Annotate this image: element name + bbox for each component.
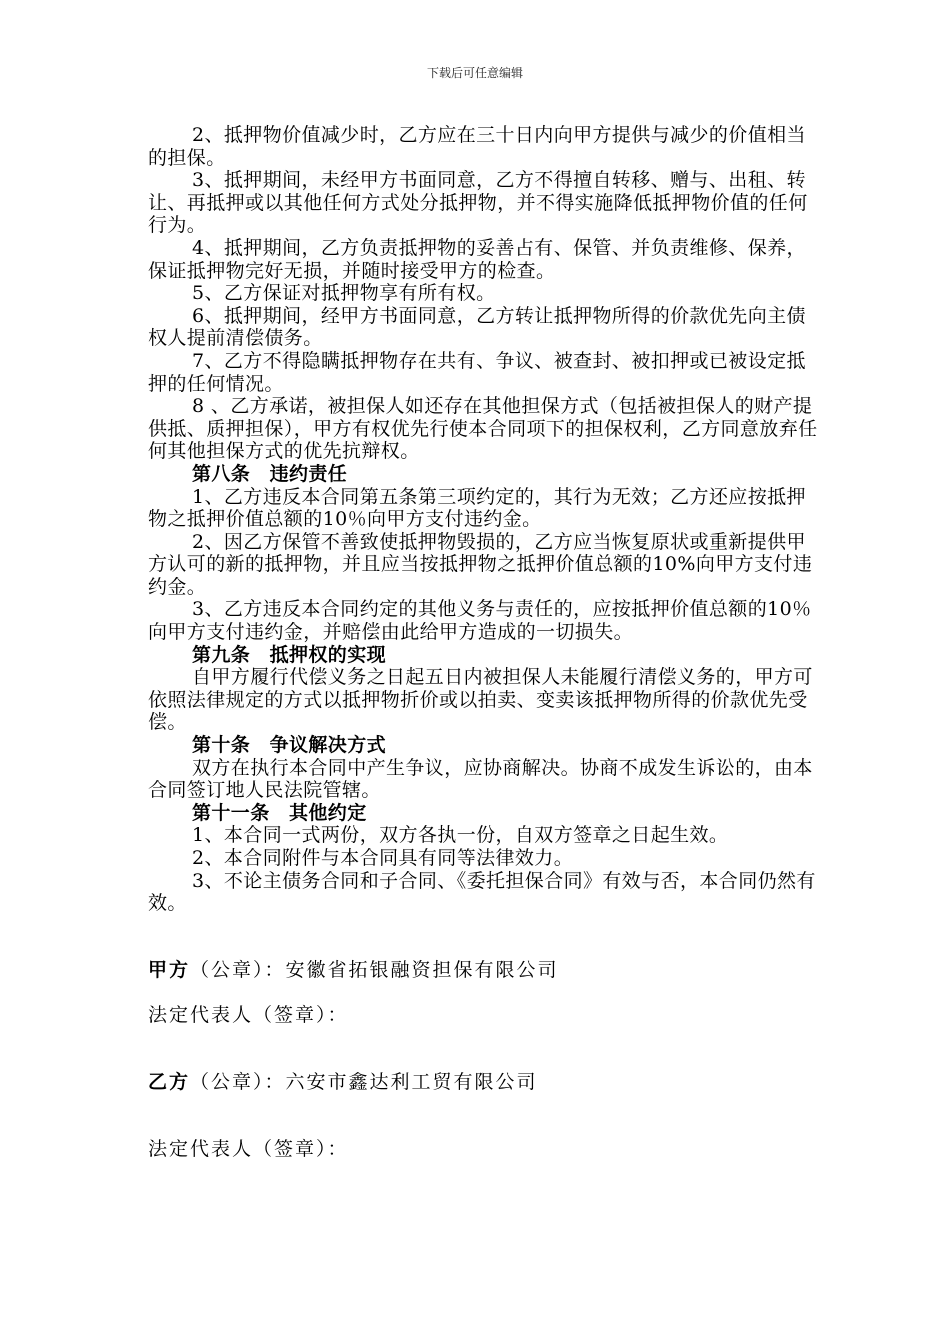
clause-7-item-8: 8 、乙方承诺，被担保人如还存在其他担保方式（包括被担保人的财产提供抵、质押担保），甲方有权优先行使本合同项下的担保权利，乙方同意放弃任何其他担保方式的优先抗辩权。 bbox=[148, 395, 818, 463]
article-8-item-2: 2、因乙方保管不善致使抵押物毁损的，乙方应当恢复原状或重新提供甲方认可的新的抵押物，并且应当按抵押物之抵押价值总额的10%向甲方支付违约金。 bbox=[148, 530, 813, 598]
article-11-item-2: 2、本合同附件与本合同具有同等法律效力。 bbox=[192, 847, 574, 869]
clause-7-item-7: 7、乙方不得隐瞒抵押物存在共有、争议、被查封、被扣押或已被设定抵押的任何情况。 bbox=[148, 349, 806, 395]
article-11-item-3: 3、不论主债务合同和子合同、《委托担保合同》有效与否，本合同仍然有效。 bbox=[148, 869, 816, 915]
clause-7-item-5: 5、乙方保证对抵押物享有所有权。 bbox=[192, 282, 496, 305]
clause-7-item-4: 4、抵押期间，乙方负责抵押物的妥善占有、保管、并负责维修、保养，保证抵押物完好无损，并随时接受甲方的检查。 bbox=[148, 236, 806, 282]
article-8-item-1: 1、乙方违反本合同第五条第三项约定的，其行为无效；乙方还应按抵押物之抵押价值总额的10％向甲方支付违约金。 bbox=[148, 485, 806, 531]
article-9-text: 自甲方履行代偿义务之日起五日内被担保人未能履行清偿义务的，甲方可依照法律规定的方式以抵押物折价或以拍卖、变卖该抵押物所得的价款优先受偿。 bbox=[148, 666, 813, 734]
party-b-name: （公章）：六安市鑫达利工贸有限公司 bbox=[190, 1071, 538, 1093]
article-11-item-1: 1、本合同一式两份，双方各执一份，自双方签章之日起生效。 bbox=[192, 824, 729, 847]
clause-7-item-2: 2、抵押物价值减少时，乙方应在三十日内向甲方提供与减少的价值相当的担保。 bbox=[148, 124, 806, 169]
party-b-label: 乙方 bbox=[148, 1071, 191, 1093]
article-8-heading: 第八条 违约责任 bbox=[192, 462, 348, 485]
article-10-heading: 第十条 争议解决方式 bbox=[192, 734, 387, 757]
article-9-heading: 第九条 抵押权的实现 bbox=[192, 643, 387, 666]
clause-7-item-6: 6、抵押期间，经甲方书面同意，乙方转让抵押物所得的价款优先向主债权人提前清偿债务。 bbox=[148, 304, 806, 350]
party-a-label: 甲方 bbox=[148, 959, 191, 981]
article-8-item-3: 3、乙方违反本合同约定的其他义务与责任的，应按抵押价值总额的10％向甲方支付违约金，并赔偿由此给甲方造成的一切损失。 bbox=[148, 598, 812, 644]
party-b-representative: 法定代表人（签章）： bbox=[148, 1138, 349, 1160]
page-header: 下载后可任意编辑 bbox=[426, 66, 523, 80]
party-b-line bbox=[148, 1070, 538, 1094]
party-a-name: （公章）：安徽省拓银融资担保有限公司 bbox=[190, 959, 559, 981]
contract-body bbox=[148, 124, 818, 915]
party-a-representative: 法定代表人（签章）： bbox=[148, 1004, 349, 1026]
article-10-text: 双方在执行本合同中产生争议，应协商解决。协商不成发生诉讼的，由本合同签订地人民法院管辖。 bbox=[148, 756, 813, 802]
party-a-line bbox=[148, 958, 559, 982]
article-11-heading: 第十一条 其他约定 bbox=[192, 801, 367, 824]
clause-7-item-3: 3、抵押期间，未经甲方书面同意，乙方不得擅自转移、赠与、出租、转让、再抵押或以其他任何方式处分抵押物，并不得实施降低抵押物价值的任何行为。 bbox=[148, 169, 808, 237]
